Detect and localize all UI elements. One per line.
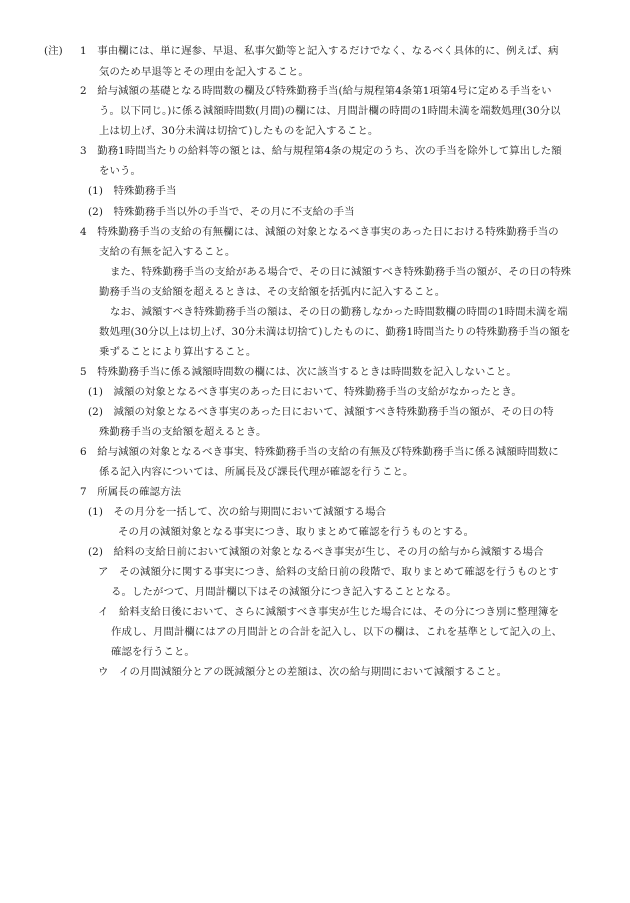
note-line: (2) 特殊勤務手当以外の手当で、その月に不支給の手当	[88, 206, 355, 218]
note-line: 1 事由欄には、単に遅参、早退、私事欠勤等と記入するだけでなく、なるべく具体的に、例えば、病	[80, 45, 559, 57]
note-line: 4 特殊勤務手当の支給の有無欄には、減額の対象となるべき事実のあった日における特殊勤務手当の	[80, 226, 559, 238]
note-line: 気のため早退等とその理由を記入すること。	[99, 66, 309, 78]
note-line: その月の減額対象となる事実につき、取りまとめて確認を行うものとする。	[118, 526, 475, 538]
note-line: 5 特殊勤務手当に係る減額時間数の欄には、次に該当するときは時間数を記入しないこと。	[80, 366, 517, 378]
note-line: 支給の有無を記入すること。	[99, 246, 236, 258]
note-line: (1) 特殊勤務手当	[88, 185, 177, 197]
note-line: 勤務手当の支給額を超えるときは、その支給額を括弧内に記入すること。	[99, 286, 446, 298]
note-line: (2) 減額の対象となるべき事実のあった日において、減額すべき特殊勤務手当の額が、その日の特	[88, 406, 554, 418]
note-line: なお、減額すべき特殊勤務手当の額は、その日の勤務しなかった時間数欄の時間の1時間未満を端	[110, 306, 568, 318]
note-line: 3 勤務1時間当たりの給料等の額とは、給与規程第4条の規定のうち、次の手当を除外して算出した額	[80, 145, 562, 157]
note-label: (注)	[44, 45, 63, 57]
note-line: る。したがつて、月間計欄以下はその減額分につき記入することとなる。	[111, 586, 457, 598]
note-line: 2 給与減額の基礎となる時間数の欄及び特殊勤務手当(給与規程第4条第1項第4号に定める手当をい	[80, 85, 552, 97]
note-line: 数処理(30分以上は切上げ、30分未満は切捨て)したものに、勤務1時間当たりの特殊勤務手当の額を	[99, 326, 571, 338]
note-line: 作成し、月間計欄にはアの月間計との合計を記入し、以下の欄は、これを基準として記入の上、	[111, 626, 563, 638]
note-line: (1) 減額の対象となるべき事実のあった日において、特殊勤務手当の支給がなかったとき。	[88, 386, 522, 398]
note-line: う。以下同じ。)に係る減額時間数(月間)の欄には、月間計欄の時間の1時間未満を端数処理(30分以	[99, 105, 561, 117]
note-line: 乗ずることにより算出すること。	[99, 346, 257, 358]
note-line: 殊勤務手当の支給額を超えるとき。	[99, 426, 267, 438]
note-line: をいう。	[99, 165, 141, 177]
note-line: イ 給料支給日後において、さらに減額すべき事実が生じた場合には、その分につき別に整理簿を	[98, 606, 559, 618]
note-line: また、特殊勤務手当の支給がある場合で、その日に減額すべき特殊勤務手当の額が、その日の特殊	[110, 266, 572, 278]
note-line: 7 所属長の確認方法	[80, 486, 182, 498]
note-line: (1) その月分を一括して、次の給与期間において減額する場合	[88, 506, 387, 518]
note-line: (2) 給料の支給日前において減額の対象となるべき事実が生じ、その月の給与から減額する場合	[88, 546, 544, 558]
note-line: 確認を行うこと。	[111, 646, 195, 658]
note-line: 上は切上げ、30分未満は切捨て)したものを記入すること。	[99, 125, 379, 137]
note-line: ア その減額分に関する事実につき、給料の支給日前の段階で、取りまとめて確認を行うものとす	[98, 566, 559, 578]
note-line: ウ イの月間減額分とアの既減額分との差額は、次の給与期間において減額すること。	[98, 666, 508, 678]
note-line: 6 給与減額の対象となるべき事実、特殊勤務手当の支給の有無及び特殊勤務手当に係る減額時間数に	[80, 446, 559, 458]
note-line: 係る記入内容については、所属長及び課長代理が確認を行うこと。	[99, 466, 414, 478]
